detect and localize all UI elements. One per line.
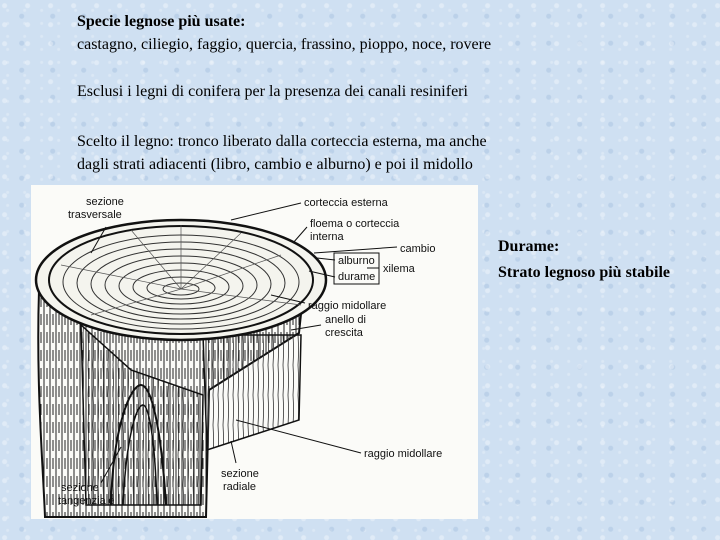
- label-sezione-radiale-2: radiale: [223, 481, 257, 493]
- trunk-illustration: [31, 185, 478, 519]
- label-durame: durame: [338, 271, 376, 283]
- label-anello-2: crescita: [325, 327, 363, 339]
- label-floema-1: floema o corteccia: [310, 218, 400, 230]
- durame-title: Durame:: [498, 238, 560, 255]
- label-raggio-midollare-1: raggio midollare: [308, 300, 387, 312]
- trunk-section-diagram: [31, 185, 478, 519]
- label-sezione-trasversale-1: sezione: [86, 196, 124, 208]
- chosen-wood-line-1: Scelto il legno: tronco liberato dalla corteccia esterna, ma anche: [77, 133, 487, 150]
- label-sezione-tangenziale-1: sezione: [61, 482, 99, 494]
- label-cambio: cambio: [400, 243, 436, 255]
- label-sezione-radiale-1: sezione: [221, 468, 259, 480]
- label-sezione-tangenziale-2: tangenziale: [58, 495, 115, 507]
- label-corteccia-esterna: corteccia esterna: [304, 197, 388, 209]
- species-heading: Specie legnose più usate:: [77, 13, 246, 30]
- label-floema-2: interna: [310, 231, 344, 243]
- durame-subtitle: Strato legnoso più stabile: [498, 264, 671, 281]
- radial-face: [203, 335, 301, 450]
- label-raggio-midollare-2: raggio midollare: [364, 448, 443, 460]
- label-alburno: alburno: [338, 255, 375, 267]
- label-xilema: xilema: [383, 263, 415, 275]
- species-list: castagno, ciliegio, faggio, quercia, frassino, pioppo, noce, rovere: [77, 36, 492, 53]
- label-sezione-trasversale-2: trasversale: [68, 209, 122, 221]
- chosen-wood-line-2: dagli strati adiacenti (libro, cambio e alburno) e poi il midollo: [77, 156, 473, 173]
- label-anello-1: anello di: [325, 314, 366, 326]
- excluded-note: Esclusi i legni di conifera per la presenza dei canali resiniferi: [77, 83, 468, 100]
